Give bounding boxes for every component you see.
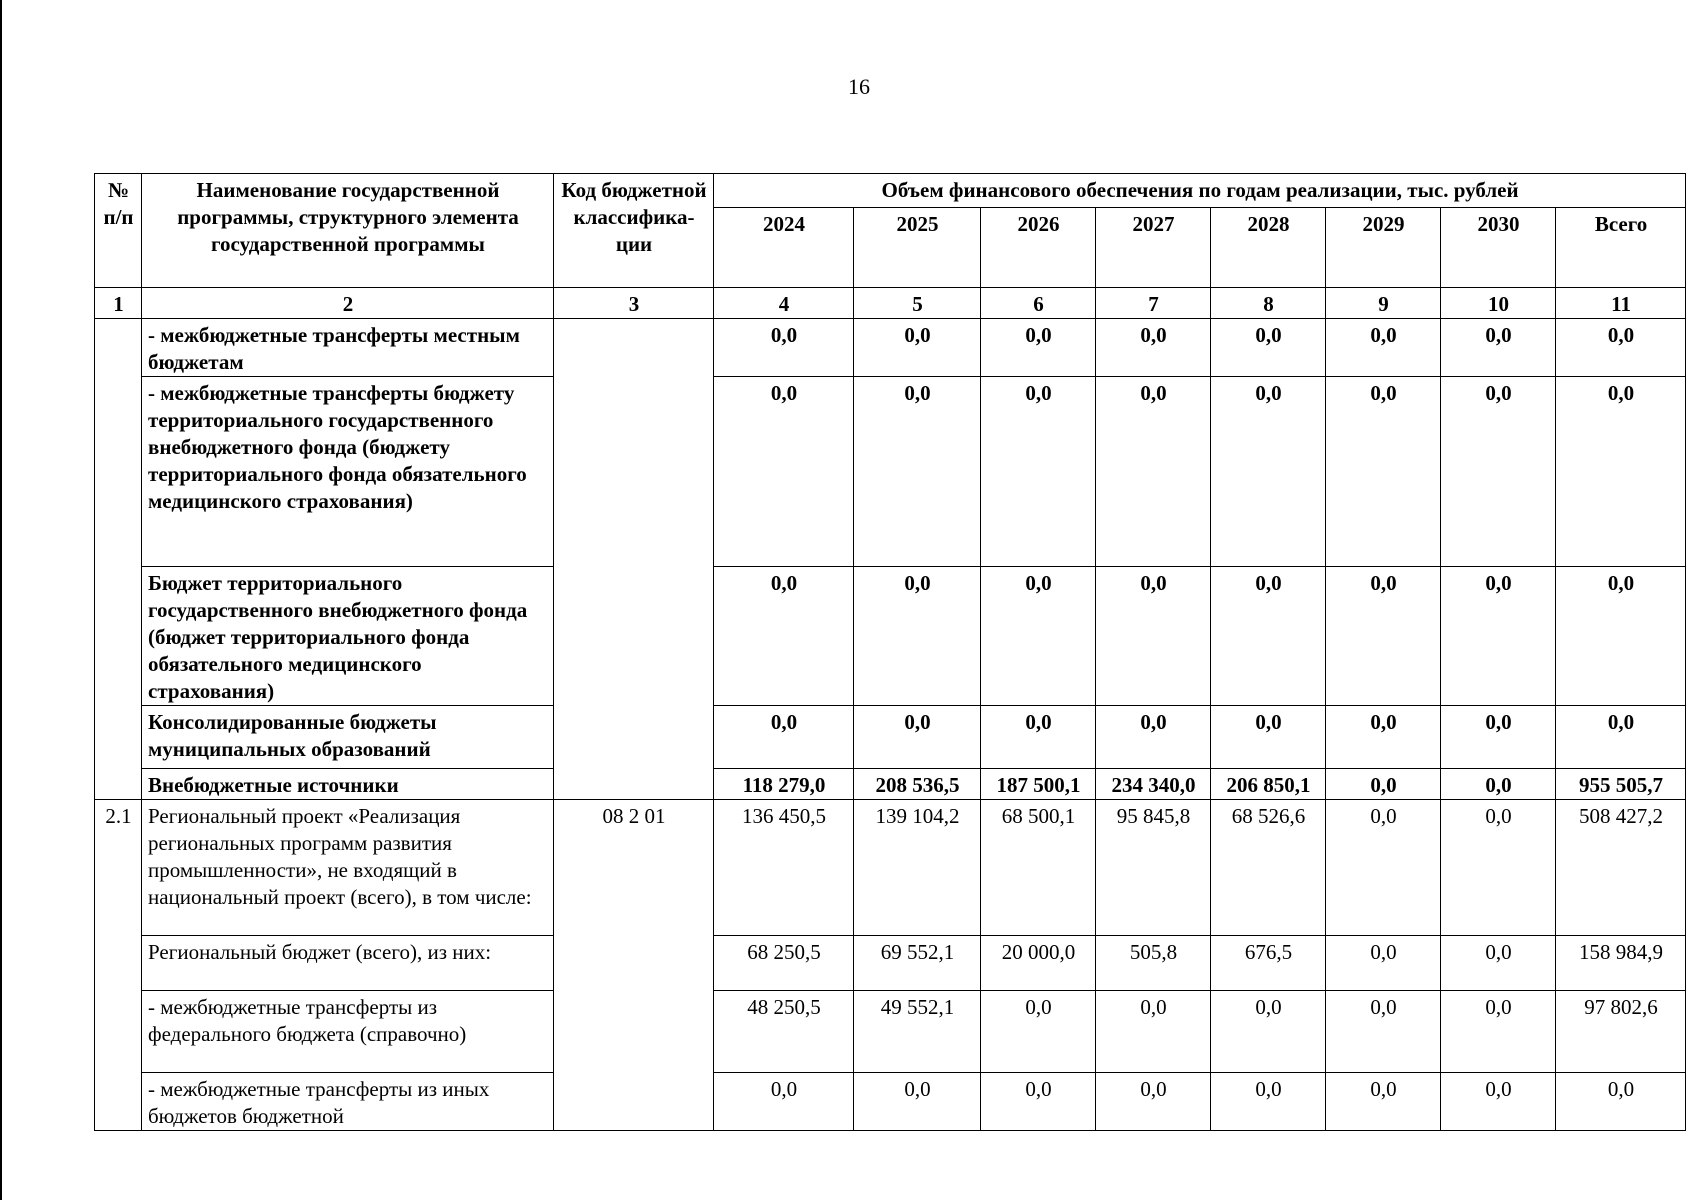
row-value: 206 850,1	[1211, 769, 1326, 800]
row-value: 0,0	[1441, 377, 1556, 567]
row-value: 0,0	[1096, 991, 1211, 1073]
table-header	[95, 174, 1686, 319]
column-number: 6	[981, 288, 1096, 319]
row-value: 69 552,1	[854, 936, 981, 991]
header-year: 2024	[714, 208, 854, 288]
row-value: 0,0	[1441, 319, 1556, 377]
row-value: 0,0	[1211, 377, 1326, 567]
row-value: 68 526,6	[1211, 800, 1326, 936]
row-value: 136 450,5	[714, 800, 854, 936]
row-value: 0,0	[1556, 377, 1686, 567]
table-row	[95, 800, 1686, 936]
row-value: 0,0	[1096, 567, 1211, 706]
row-value: 676,5	[1211, 936, 1326, 991]
row-value: 68 250,5	[714, 936, 854, 991]
table-row	[95, 1073, 1686, 1131]
table-row	[95, 991, 1686, 1073]
row-value: 68 500,1	[981, 800, 1096, 936]
column-number: 1	[95, 288, 142, 319]
row-number	[95, 319, 142, 800]
row-value: 0,0	[1441, 567, 1556, 706]
row-value: 505,8	[1096, 936, 1211, 991]
row-value: 955 505,7	[1556, 769, 1686, 800]
row-value: 0,0	[981, 1073, 1096, 1131]
row-value: 0,0	[1326, 769, 1441, 800]
row-value: 0,0	[1441, 936, 1556, 991]
row-value: 0,0	[981, 567, 1096, 706]
column-numbers-row	[95, 288, 1686, 319]
row-value: 158 984,9	[1556, 936, 1686, 991]
row-value: 0,0	[1211, 1073, 1326, 1131]
header-year: 2030	[1441, 208, 1556, 288]
row-value: 0,0	[714, 377, 854, 567]
row-name: - межбюджетные трансферты местным бюджетам	[142, 319, 554, 377]
page-left-edge	[0, 0, 2, 1200]
row-value: 0,0	[1326, 800, 1441, 936]
row-value: 0,0	[1556, 1073, 1686, 1131]
column-number: 2	[142, 288, 554, 319]
header-total: Всего	[1556, 208, 1686, 288]
row-value: 139 104,2	[854, 800, 981, 936]
header-year: 2028	[1211, 208, 1326, 288]
table-row	[95, 936, 1686, 991]
table-body	[95, 319, 1686, 1131]
row-code	[554, 319, 714, 800]
row-code: 08 2 01	[554, 800, 714, 1131]
row-value: 0,0	[1441, 800, 1556, 936]
column-number: 7	[1096, 288, 1211, 319]
row-value: 97 802,6	[1556, 991, 1686, 1073]
row-value: 0,0	[1326, 567, 1441, 706]
row-value: 0,0	[854, 319, 981, 377]
row-value: 0,0	[1326, 319, 1441, 377]
row-value: 0,0	[1326, 377, 1441, 567]
row-value: 0,0	[1326, 991, 1441, 1073]
row-value: 0,0	[981, 991, 1096, 1073]
row-value: 0,0	[854, 706, 981, 769]
page-number: 16	[848, 74, 870, 99]
row-value: 0,0	[1441, 1073, 1556, 1131]
row-value: 187 500,1	[981, 769, 1096, 800]
row-number: 2.1	[95, 800, 142, 1131]
row-value: 208 536,5	[854, 769, 981, 800]
row-value: 95 845,8	[1096, 800, 1211, 936]
column-number: 11	[1556, 288, 1686, 319]
row-value: 0,0	[1211, 706, 1326, 769]
row-name: Внебюджетные источники	[142, 769, 554, 800]
row-value: 0,0	[1556, 319, 1686, 377]
row-name: - межбюджетные трансферты из федерального бюджета (справочно)	[142, 991, 554, 1073]
table-row	[95, 567, 1686, 706]
row-value: 0,0	[1441, 991, 1556, 1073]
column-number: 10	[1441, 288, 1556, 319]
row-value: 0,0	[1556, 706, 1686, 769]
header-year: 2027	[1096, 208, 1211, 288]
row-value: 0,0	[1211, 319, 1326, 377]
row-name: - межбюджетные трансферты бюджету территориального государственного внебюджетного фонда (бюджету территориального фонда обязательного медицинского страхования)	[142, 377, 554, 567]
header-code: Код бюджетной классифика-ции	[554, 174, 714, 288]
header-year: 2029	[1326, 208, 1441, 288]
table-row	[95, 706, 1686, 769]
row-value: 0,0	[714, 567, 854, 706]
column-number: 8	[1211, 288, 1326, 319]
row-value: 0,0	[714, 706, 854, 769]
row-value: 0,0	[854, 377, 981, 567]
row-value: 0,0	[854, 567, 981, 706]
row-name: - межбюджетные трансферты из иных бюджетов бюджетной	[142, 1073, 554, 1131]
row-value: 0,0	[1326, 706, 1441, 769]
row-value: 234 340,0	[1096, 769, 1211, 800]
table-row	[95, 769, 1686, 800]
row-value: 508 427,2	[1556, 800, 1686, 936]
column-number: 5	[854, 288, 981, 319]
row-value: 0,0	[1441, 769, 1556, 800]
row-name: Консолидированные бюджеты муниципальных образований	[142, 706, 554, 769]
row-value: 0,0	[854, 1073, 981, 1131]
financing-table	[94, 173, 1686, 1131]
header-num: № п/п	[95, 174, 142, 288]
row-value: 49 552,1	[854, 991, 981, 1073]
row-value: 0,0	[1096, 1073, 1211, 1131]
row-value: 0,0	[714, 1073, 854, 1131]
row-value: 0,0	[981, 706, 1096, 769]
row-value: 0,0	[1211, 991, 1326, 1073]
row-value: 0,0	[1326, 1073, 1441, 1131]
row-name: Бюджет территориального государственного внебюджетного фонда (бюджет территориального фонда обязательного медицинского страхования)	[142, 567, 554, 706]
row-value: 0,0	[1326, 936, 1441, 991]
table-row	[95, 377, 1686, 567]
row-value: 0,0	[1096, 706, 1211, 769]
column-number: 4	[714, 288, 854, 319]
column-number: 9	[1326, 288, 1441, 319]
header-volume: Объем финансового обеспечения по годам реализации, тыс. рублей	[714, 174, 1686, 208]
row-value: 20 000,0	[981, 936, 1096, 991]
header-year: 2026	[981, 208, 1096, 288]
header-name: Наименование государственной программы, структурного элемента государственной программы	[142, 174, 554, 288]
row-name: Региональный проект «Реализация региональных программ развития промышленности», не входящий в национальный проект (всего), в том числе:	[142, 800, 554, 936]
row-value: 0,0	[1441, 706, 1556, 769]
row-value: 0,0	[714, 319, 854, 377]
row-value: 118 279,0	[714, 769, 854, 800]
row-name: Региональный бюджет (всего), из них:	[142, 936, 554, 991]
row-value: 0,0	[1556, 567, 1686, 706]
row-value: 0,0	[1211, 567, 1326, 706]
row-value: 48 250,5	[714, 991, 854, 1073]
header-year: 2025	[854, 208, 981, 288]
table-row	[95, 319, 1686, 377]
row-value: 0,0	[1096, 377, 1211, 567]
row-value: 0,0	[981, 319, 1096, 377]
column-number: 3	[554, 288, 714, 319]
row-value: 0,0	[981, 377, 1096, 567]
row-value: 0,0	[1096, 319, 1211, 377]
